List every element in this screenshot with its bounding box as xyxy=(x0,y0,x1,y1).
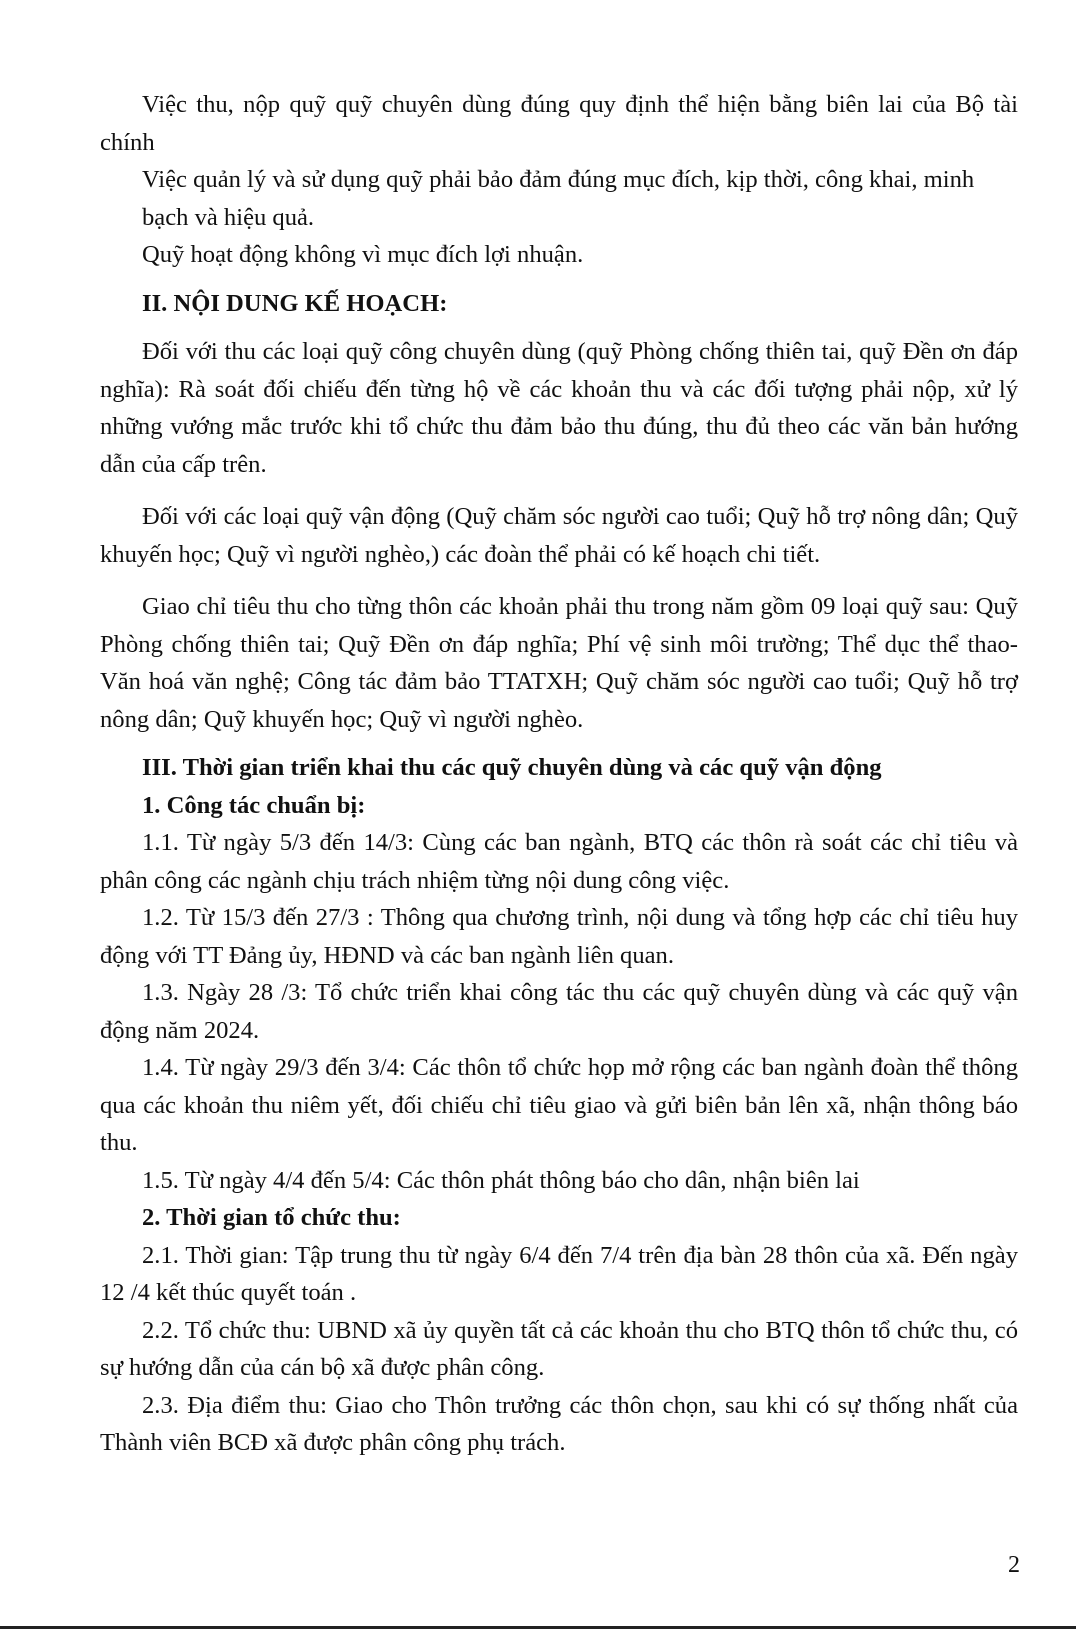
heading-section-iii: III. Thời gian triển khai thu các quỹ chuyên dùng và các quỹ vận động xyxy=(142,754,882,781)
paragraph-step-1-4: 1.4. Từ ngày 29/3 đến 3/4: Các thôn tổ chức họp mở rộng các ban ngành đoàn thể thông qua các khoản thu niêm yết, đối chiếu chỉ tiêu giao và gửi biên bản lên xã, nhận thông báo thu. xyxy=(100,1054,1018,1156)
heading-preparation: 1. Công tác chuẩn bị: xyxy=(142,791,366,819)
paragraph-nonprofit: Quỹ hoạt động không vì mục đích lợi nhuận. xyxy=(142,241,584,268)
paragraph-special-funds: Đối với thu các loại quỹ công chuyên dùng (quỹ Phòng chống thiên tai, quỹ Đền ơn đáp nghĩa): Rà soát đối chiếu đến từng hộ về các khoản thu và các đối tượng phải nộp, xử lý những vướng mắc trước khi tổ chức thu đảm bảo thu đúng, thu đủ theo các văn bản hướng dẫn của cấp trên. xyxy=(100,338,1018,478)
document-body xyxy=(100,86,1018,1462)
paragraph-step-1-2: 1.2. Từ 15/3 đến 27/3 : Thông qua chương trình, nội dung và tổng hợp các chỉ tiêu huy động với TT Đảng ủy, HĐND và các ban ngành liên quan. xyxy=(100,904,1018,969)
paragraph-step-1-5: 1.5. Từ ngày 4/4 đến 5/4: Các thôn phát thông báo cho dân, nhận biên lai xyxy=(142,1166,860,1194)
paragraph-step-1-1: 1.1. Từ ngày 5/3 đến 14/3: Cùng các ban ngành, BTQ các thôn rà soát các chỉ tiêu và phân công các ngành chịu trách nhiệm từng nội dung công việc. xyxy=(100,829,1018,894)
paragraph-management: Việc quản lý và sử dụng quỹ phải bảo đảm đúng mục đích, kịp thời, công khai, minh bạch và hiệu quả. xyxy=(142,166,975,231)
paragraph-step-2-2: 2.2. Tổ chức thu: UBND xã ủy quyền tất cả các khoản thu cho BTQ thôn tổ chức thu, có sự hướng dẫn của cán bộ xã được phân công. xyxy=(100,1316,1018,1381)
paragraph-receipt: Việc thu, nộp quỹ quỹ chuyên dùng đúng quy định thể hiện bằng biên lai của Bộ tài chính xyxy=(100,91,1018,156)
paragraph-step-1-3: 1.3. Ngày 28 /3: Tổ chức triển khai công tác thu các quỹ chuyên dùng và các quỹ vận động năm 2024. xyxy=(100,979,1018,1044)
heading-collection-time: 2. Thời gian tổ chức thu: xyxy=(142,1204,401,1231)
page-number: 2 xyxy=(1008,1552,1020,1578)
paragraph-mobilization-funds: Đối với các loại quỹ vận động (Quỹ chăm sóc người cao tuổi; Quỹ hỗ trợ nông dân; Quỹ khuyến học; Quỹ vì người nghèo,) các đoàn thể phải có kế hoạch chi tiết. xyxy=(100,503,1018,568)
page-bottom-rule xyxy=(0,1626,1076,1629)
paragraph-step-2-1: 2.1. Thời gian: Tập trung thu từ ngày 6/4 đến 7/4 trên địa bàn 28 thôn của xã. Đến ngày 12 /4 kết thúc quyết toán . xyxy=(100,1241,1018,1306)
paragraph-quota-assignment: Giao chỉ tiêu thu cho từng thôn các khoản phải thu trong năm gồm 09 loại quỹ sau: Quỹ Phòng chống thiên tai; Quỹ Đền ơn đáp nghĩa; Phí vệ sinh môi trường; Thể dục thể thao- Văn hoá văn nghệ; Công tác đảm bảo TTATXH; Quỹ chăm sóc người cao tuổi; Quỹ hỗ trợ nông dân; Quỹ khuyến học; Quỹ vì người nghèo. xyxy=(100,593,1018,733)
heading-section-ii: II. NỘI DUNG KẾ HOẠCH: xyxy=(142,289,448,317)
paragraph-step-2-3: 2.3. Địa điểm thu: Giao cho Thôn trưởng các thôn chọn, sau khi có sự thống nhất của Thành viên BCĐ xã được phân công phụ trách. xyxy=(100,1391,1018,1456)
